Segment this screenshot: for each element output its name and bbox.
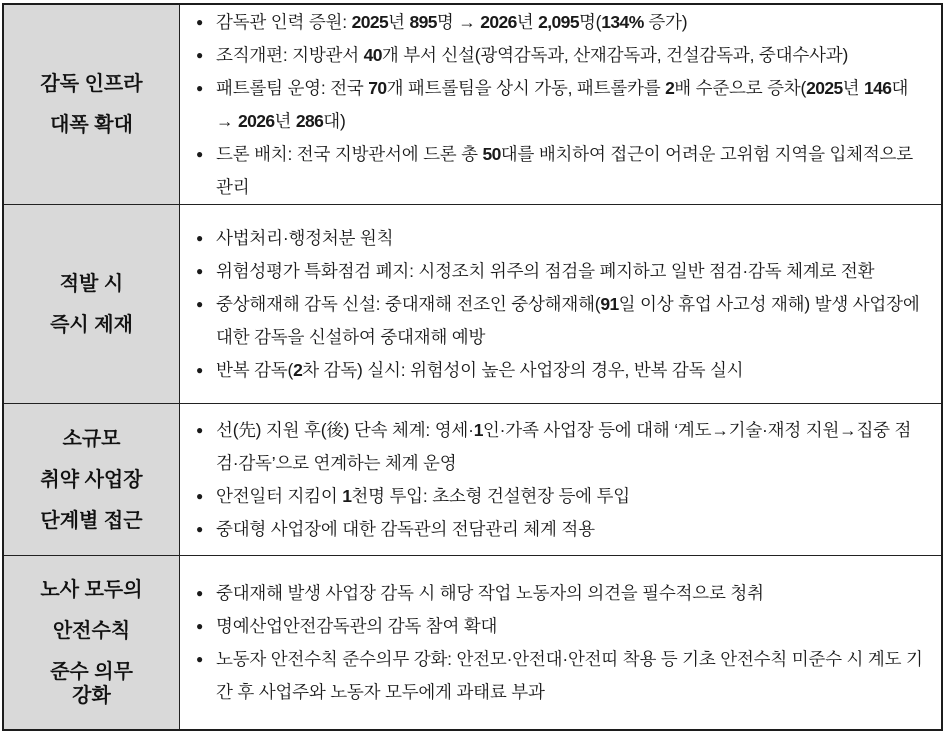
bullet-text: 드론 배치: 전국 지방관서에 드론 총 50대를 배치하여 접근이 어려운 고위험 지역을 입체적으로 관리: [216, 143, 913, 197]
bullet-icon: ●: [196, 230, 204, 245]
bullet-icon: ●: [196, 296, 204, 311]
bullet-icon: ●: [196, 362, 204, 377]
bullet-icon: ●: [196, 14, 204, 29]
row-content-cell: [180, 5, 941, 204]
row-header-line: 준수 의무: [50, 660, 133, 683]
list-item: [193, 480, 925, 513]
row-header-line: 노사 모두의: [40, 578, 143, 601]
bullet-text: 중대형 사업장에 대한 감독관의 전담관리 체계 적용: [216, 518, 595, 539]
row-header-line: 소규모: [62, 427, 121, 450]
row-header-line: 강화: [72, 684, 111, 707]
row-header-paragraph: [63, 427, 121, 451]
number-text: 2: [665, 77, 675, 98]
row-header-line: 감독 인프라: [40, 73, 143, 95]
row-header-line: 단계별 접근: [40, 509, 143, 532]
table-row: [4, 403, 941, 555]
number-text: 2,095: [538, 11, 579, 32]
bullet-icon: ●: [196, 651, 204, 666]
bullet-icon: ●: [196, 422, 204, 437]
row-header-paragraph: [40, 509, 142, 533]
row-header-paragraph: [50, 313, 133, 337]
list-item: [193, 354, 925, 387]
table-row: [4, 5, 941, 204]
bullet-icon: ●: [196, 488, 204, 503]
row-header-paragraph: [40, 72, 142, 96]
bullet-icon: ●: [196, 80, 204, 95]
bullet-icon: ●: [196, 47, 204, 62]
bullet-text: 위험성평가 특화점검 폐지: 시정조치 위주의 점검을 폐지하고 일반 점검·감독 체계로 전환: [216, 260, 875, 281]
list-item: [193, 138, 925, 204]
bullet-text: 안전일터 지킴이 1천명 투입: 초소형 건설현장 등에 투입: [216, 485, 630, 506]
bullet-icon: ●: [196, 618, 204, 633]
list-item: [193, 513, 925, 546]
list-item: [193, 643, 925, 709]
number-text: 40: [363, 44, 382, 65]
number-text: 91: [600, 293, 619, 314]
number-text: 1: [342, 485, 352, 506]
row-header-line: 대폭 확대: [50, 114, 133, 136]
number-text: 2025: [806, 77, 843, 98]
row-header-cell: [4, 5, 180, 204]
row-content-cell: [180, 556, 941, 729]
list-item: [193, 255, 925, 288]
number-text: 2026: [237, 110, 275, 131]
row-header-line: 즉시 제재: [50, 313, 133, 336]
number-text: 50: [482, 143, 501, 164]
bullet-text: 명예산업안전감독관의 감독 참여 확대: [216, 615, 498, 636]
number-text: 70: [368, 77, 387, 98]
table-row: [4, 555, 941, 729]
number-text: 2026: [480, 11, 517, 32]
bullet-icon: ●: [196, 521, 204, 536]
list-item: [193, 222, 925, 255]
table-row: [4, 204, 941, 403]
list-item: [193, 72, 925, 138]
number-text: 134%: [601, 11, 644, 32]
list-item: [193, 288, 925, 354]
row-header-paragraph: [50, 113, 133, 137]
row-header-paragraph: [40, 578, 142, 602]
bullet-icon: ●: [196, 263, 204, 278]
bullet-text: 중대재해 발생 사업장 감독 시 해당 작업 노동자의 의견을 필수적으로 청취: [216, 582, 764, 603]
row-header-line: 안전수칙: [52, 619, 131, 642]
row-header-paragraph: [53, 619, 130, 643]
list-item: [193, 577, 925, 610]
number-text: 286: [295, 110, 324, 131]
list-item: [193, 39, 925, 72]
bullet-icon: ●: [196, 585, 204, 600]
row-header-cell: [4, 404, 180, 555]
list-item: [193, 6, 925, 39]
bullet-icon: ●: [196, 146, 204, 161]
number-text: 146: [864, 77, 892, 98]
row-header-paragraph: [60, 272, 124, 296]
row-content-cell: [180, 205, 941, 403]
policy-table: [2, 3, 943, 731]
bullet-text: 조직개편: 지방관서 40개 부서 신설(광역감독과, 산재감독과, 건설감독과, 중대수사과): [216, 44, 849, 65]
row-header-cell: [4, 205, 180, 403]
bullet-text: 감독관 인력 증원: 2025년 895명 → 2026년 2,095명(134% 증가): [216, 11, 688, 32]
row-header-line: 취약 사업장: [40, 468, 143, 491]
row-content-cell: [180, 404, 941, 555]
number-text: 895: [409, 11, 437, 32]
bullet-text: 사법처리·행정처분 원칙: [216, 227, 394, 248]
number-text: 2: [293, 359, 303, 380]
row-header-paragraph: [40, 468, 142, 492]
list-item: [193, 414, 925, 480]
bullet-text: 패트롤팀 운영: 전국 70개 패트롤팀을 상시 가동, 패트롤카를 2배 수준으로 증차(2025년 146대 → 2026년 286대): [216, 77, 909, 131]
number-text: 2025: [351, 11, 389, 32]
number-text: 1: [473, 419, 483, 440]
bullet-text: 노동자 안전수칙 준수의무 강화: 안전모·안전대·안전띠 착용 등 기초 안전수칙 미준수 시 계도 기간 후 사업주와 노동자 모두에게 과태료 부과: [216, 648, 923, 702]
row-header-cell: [4, 556, 180, 729]
bullet-text: 선(先) 지원 후(後) 단속 체계: 영세·1인·가족 사업장 등에 대해 ‘계도→기술·재정 지원→집중 점검·감독’으로 연계하는 체계 운영: [216, 419, 912, 473]
row-header-paragraph: [50, 660, 133, 708]
bullet-text: 중상해재해 감독 신설: 중대재해 전조인 중상해재해(91일 이상 휴업 사고성 재해) 발생 사업장에 대한 감독을 신설하여 중대재해 예방: [216, 293, 920, 347]
bullet-text: 반복 감독(2차 감독) 실시: 위험성이 높은 사업장의 경우, 반복 감독 실시: [216, 359, 744, 380]
list-item: [193, 610, 925, 643]
row-header-line: 적발 시: [59, 272, 124, 295]
